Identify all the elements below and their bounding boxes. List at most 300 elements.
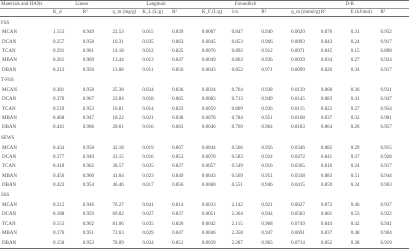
table-cell: 0.938: [261, 88, 273, 94]
table-cell: 72.63: [112, 231, 124, 237]
table-row: [0, 171, 409, 180]
table-cell: 0.0078: [201, 115, 216, 121]
table-cell: 0.0043: [201, 67, 216, 73]
table-cell: 76.27: [112, 203, 124, 209]
row-label: DBAN: [0, 238, 52, 248]
table-cell: 0.434: [53, 145, 65, 151]
table-cell: 0.24: [350, 164, 360, 170]
table-cell: 13.08: [112, 67, 124, 73]
table-cell: 0.962: [82, 221, 95, 227]
table-cell: 0.852: [320, 238, 350, 248]
row-label: MBAN: [2, 58, 18, 64]
table-cell: 0.958: [82, 39, 95, 45]
table-cell: 0.961: [82, 49, 95, 55]
table-cell: 0.940: [261, 30, 273, 36]
table-cell: 0.912: [261, 49, 273, 55]
table-cell: 0.924: [380, 58, 392, 64]
table-cell: 0.868: [320, 88, 333, 94]
table-cell: 0.851: [171, 238, 201, 248]
table-cell: 69.82: [112, 212, 124, 218]
row-label: MCAN: [2, 30, 18, 36]
table-cell: 0.951: [261, 173, 273, 179]
table-cell: 0.0093: [291, 39, 305, 45]
table-cell: 0.837: [172, 212, 184, 218]
table-cell: 0.257: [53, 39, 65, 45]
table-cell: 0.951: [261, 115, 273, 121]
table-cell: 0.34: [350, 182, 360, 188]
table-row: [0, 114, 409, 123]
table-cell: 42.18: [112, 145, 124, 151]
table-cell: 0.844: [320, 221, 333, 227]
table-cell: 38.57: [112, 164, 124, 170]
table-cell: 2.115: [231, 221, 243, 227]
table-cell: 0.859: [320, 182, 333, 188]
table-cell: 0.51: [350, 173, 360, 179]
sub-header: R²: [320, 9, 350, 17]
table-cell: 18.22: [112, 115, 124, 121]
table-cell: 0.0020: [291, 30, 305, 36]
table-cell: 10.31: [112, 39, 124, 45]
table-cell: 0.013: [142, 58, 154, 64]
table-cell: 0.370: [53, 97, 65, 103]
table-cell: 0.928: [380, 154, 392, 160]
table-cell: 0.0139: [291, 88, 305, 94]
table-cell: 0.014: [142, 106, 154, 112]
table-cell: 0.853: [172, 154, 184, 160]
table-cell: 0.809: [231, 106, 243, 112]
table-row: [0, 220, 409, 229]
row-label: TCAN: [2, 221, 16, 227]
table-cell: 0.0057: [201, 164, 216, 170]
table-cell: 0.968: [261, 221, 273, 227]
table-cell: 0.021: [142, 115, 154, 121]
table-cell: 0.937: [380, 203, 392, 209]
row-label: MCAN: [2, 145, 18, 151]
row-label: TCAN: [2, 164, 16, 170]
table-cell: 0.0067: [201, 30, 216, 36]
table-cell: 0.0078: [201, 154, 216, 160]
table-row: [0, 143, 409, 152]
table-cell: 0.0046: [201, 231, 216, 237]
table-cell: 0.034: [142, 88, 154, 94]
sub-header: R²: [260, 9, 290, 17]
table-row: [0, 238, 409, 248]
table-cell: 2.358: [231, 231, 243, 237]
row-label: TCAN: [2, 106, 16, 112]
table-cell: 0.713: [231, 97, 243, 103]
row-label: MBAN: [2, 173, 18, 179]
group-label: FSS: [1, 20, 10, 26]
table-cell: 0.381: [53, 88, 65, 94]
table-cell: 0.0049: [201, 58, 216, 64]
table-cell: 0.941: [380, 221, 392, 227]
table-cell: 0.519: [53, 106, 65, 112]
table-cell: 0.24: [350, 39, 360, 45]
table-cell: 0.0039: [291, 58, 305, 64]
table-cell: 0.0033: [201, 203, 216, 209]
table-cell: 0.883: [320, 173, 333, 179]
table-cell: 14.18: [112, 49, 124, 55]
table-cell: 0.041: [142, 203, 154, 209]
row-label: DCAN: [2, 154, 17, 160]
sub-header: K_d: [52, 9, 82, 17]
table-body: [0, 17, 409, 249]
table-cell: 0.0045: [201, 39, 216, 45]
sub-header: q_m (mmol/g): [291, 10, 320, 15]
table-row: [0, 56, 409, 65]
table-cell: 0.566: [231, 145, 243, 151]
table-cell: 0.823: [172, 106, 184, 112]
table-cell: 0.583: [231, 154, 243, 160]
table-cell: 0.153: [53, 221, 65, 227]
row-label: DCAN: [2, 97, 17, 103]
table-cell: 0.016: [142, 125, 154, 131]
table-cell: 0.958: [82, 88, 95, 94]
sub-header-row: [0, 9, 409, 17]
table-cell: 0.0415: [291, 182, 305, 188]
table-cell: 0.952: [380, 30, 392, 36]
table-row: [0, 181, 409, 190]
table-cell: 0.0071: [291, 49, 305, 55]
table-cell: 0.0583: [291, 212, 305, 218]
group-row: [0, 132, 409, 143]
table-cell: 0.981: [380, 115, 392, 121]
table-cell: 0.946: [261, 182, 273, 188]
table-cell: 0.852: [231, 67, 243, 73]
langmuir-header: Langmuir: [112, 1, 201, 9]
table-cell: 0.951: [82, 231, 95, 237]
table-cell: 0.847: [231, 30, 243, 36]
table-cell: 2.287: [231, 238, 261, 248]
table-cell: 0.917: [380, 39, 392, 45]
table-cell: 0.011: [142, 67, 154, 73]
table-cell: 0.46: [350, 203, 360, 209]
table-cell: 0.0060: [201, 182, 216, 188]
table-cell: 0.916: [261, 164, 273, 170]
table-cell: 0.0338: [291, 173, 305, 179]
table-cell: 0.826: [172, 221, 184, 227]
group-label: SSS: [1, 193, 10, 199]
sub-header: R²: [82, 9, 112, 17]
table-cell: 41.04: [112, 173, 124, 179]
table-cell: 0.0168: [291, 115, 305, 121]
table-cell: 0.0042: [201, 221, 216, 227]
row-label: DBAN: [2, 125, 17, 131]
table-cell: 81.06: [112, 221, 124, 227]
table-cell: 0.922: [380, 212, 392, 218]
row-label: MCAN: [2, 203, 18, 209]
table-cell: 0.956: [261, 145, 273, 151]
table-cell: 0.0115: [291, 106, 305, 112]
table-cell: 0.917: [380, 67, 392, 73]
table-row: [0, 66, 409, 75]
table-cell: 0.953: [82, 238, 112, 248]
table-cell: 0.947: [82, 115, 95, 121]
sub-header: K_F (L/g): [201, 9, 231, 17]
table-cell: 0.34: [350, 67, 360, 73]
table-cell: 0.853: [231, 39, 243, 45]
table-cell: 0.158: [52, 238, 82, 248]
linear-header: Linear: [52, 1, 112, 9]
table-cell: 0.0039: [201, 238, 231, 248]
table-cell: 0.957: [380, 125, 392, 131]
table-cell: 0.839: [172, 30, 184, 36]
table-cell: 0.936: [261, 58, 273, 64]
table-cell: 0.015: [142, 30, 154, 36]
table-cell: 0.947: [261, 231, 273, 237]
table-cell: 0.784: [231, 115, 243, 121]
table-row: [0, 86, 409, 95]
table-cell: 0.0365: [291, 164, 305, 170]
table-cell: 0.954: [82, 182, 95, 188]
table-cell: 0.035: [142, 221, 154, 227]
table-cell: 0.468: [53, 115, 65, 121]
table-cell: 0.958: [82, 145, 95, 151]
table-cell: 0.863: [231, 58, 243, 64]
table-cell: 0.947: [380, 97, 392, 103]
table-cell: 33.15: [112, 154, 124, 160]
table-cell: 0.915: [380, 145, 392, 151]
table-cell: 0.32: [350, 115, 360, 121]
table-cell: 0.944: [261, 212, 273, 218]
table-cell: 0.0034: [201, 88, 216, 94]
group-label: SEWS: [1, 135, 15, 141]
row-label: DCAN: [2, 39, 17, 45]
table-cell: 25.38: [112, 88, 124, 94]
table-cell: 0.882: [320, 145, 333, 151]
table-cell: 0.0046: [201, 125, 216, 131]
freundlich-header: Freundlich: [201, 1, 290, 9]
table-cell: 0.418: [53, 164, 65, 170]
table-cell: 0.549: [231, 164, 243, 170]
table-cell: 22.53: [112, 30, 124, 36]
table-cell: 0.931: [380, 88, 392, 94]
table-cell: 13.44: [112, 58, 124, 64]
table-cell: 0.0044: [201, 145, 216, 151]
table-row: [0, 28, 409, 37]
table-cell: 0.551: [231, 182, 243, 188]
table-cell: 0.834: [320, 58, 333, 64]
row-label: DBAN: [2, 182, 17, 188]
table-cell: 0.029: [142, 231, 154, 237]
table-cell: 0.836: [172, 88, 184, 94]
table-cell: 0.15: [350, 49, 360, 55]
table-cell: 0.898: [380, 49, 392, 55]
table-cell: 0.865: [172, 97, 184, 103]
table-cell: 0.024: [141, 238, 171, 248]
table-cell: 0.53: [350, 212, 360, 218]
table-cell: 0.953: [82, 106, 95, 112]
table-cell: 0.837: [320, 115, 333, 121]
table-cell: 0.176: [53, 231, 65, 237]
table-cell: 0.822: [320, 106, 333, 112]
table-cell: 0.0627: [291, 203, 305, 209]
table-cell: 0.841: [320, 154, 333, 160]
table-cell: 0.441: [53, 125, 65, 131]
table-cell: 0.764: [231, 88, 243, 94]
table-cell: 0.967: [82, 97, 95, 103]
table-cell: 0.213: [53, 67, 65, 73]
group-row: [0, 17, 409, 29]
table-cell: 0.019: [142, 145, 154, 151]
table-cell: 0.917: [380, 164, 392, 170]
table-cell: 0.969: [82, 58, 95, 64]
table-cell: 0.42: [350, 221, 360, 227]
table-cell: 0.36: [350, 88, 360, 94]
table-cell: 0.838: [172, 115, 184, 121]
table-cell: 0.188: [53, 212, 65, 218]
table-cell: 0.864: [320, 125, 333, 131]
row-label: MBAN: [2, 231, 18, 237]
table-cell: 0.892: [231, 49, 243, 55]
table-cell: 0.27: [350, 106, 360, 112]
table-cell: 0.863: [172, 125, 184, 131]
table-cell: 22.84: [112, 97, 124, 103]
table-cell: 0.0714: [290, 238, 320, 248]
table-cell: 0.856: [172, 67, 184, 73]
table-cell: 0.966: [82, 125, 95, 131]
table-cell: 16.81: [112, 106, 124, 112]
table-cell: 0.0145: [291, 97, 305, 103]
table-cell: 0.37: [350, 154, 360, 160]
table-cell: 0.826: [320, 67, 333, 73]
table-cell: 0.847: [172, 58, 184, 64]
table-cell: 0.963: [380, 182, 392, 188]
row-label: DBAN: [2, 67, 17, 73]
table-cell: 0.861: [320, 212, 333, 218]
table-cell: 0.964: [261, 125, 273, 131]
table-cell: 0.0749: [291, 221, 305, 227]
table-cell: 0.965: [260, 238, 290, 248]
table-cell: 0.027: [142, 212, 154, 218]
table-cell: 0.876: [320, 30, 333, 36]
table-row: [0, 123, 409, 132]
table-cell: 0.883: [320, 97, 333, 103]
sub-header: R²: [171, 9, 201, 17]
table-cell: 0.921: [261, 203, 273, 209]
table-row: [0, 104, 409, 113]
table-cell: 0.837: [320, 231, 333, 237]
sub-header: K_L (L/g): [141, 9, 171, 17]
table-cell: 0.856: [172, 182, 184, 188]
table-row: [0, 229, 409, 238]
table-cell: 0.48: [350, 231, 360, 237]
table-cell: 0.0043: [201, 173, 216, 179]
dr-header: D-R: [290, 1, 409, 9]
table-cell: 0.919: [379, 238, 409, 248]
group-row: [0, 190, 409, 201]
table-row: [0, 201, 409, 210]
table-cell: 0.0472: [291, 154, 305, 160]
row-label: TCAN: [2, 49, 16, 55]
table-cell: 0.863: [172, 39, 184, 45]
table-row: [0, 95, 409, 104]
table-cell: 0.964: [380, 231, 392, 237]
sub-header: 1/n: [231, 9, 261, 17]
table-cell: 0.956: [82, 67, 95, 73]
table-cell: 0.959: [82, 212, 95, 218]
table-cell: 0.946: [82, 203, 95, 209]
table-cell: 0.960: [82, 173, 95, 179]
sub-header-blank: [0, 9, 52, 17]
table-cell: 0.0059: [201, 106, 216, 112]
table-cell: 0.872: [320, 203, 333, 209]
table-cell: 0.816: [320, 164, 333, 170]
table-cell: 0.017: [142, 182, 154, 188]
table-cell: 0.023: [142, 173, 154, 179]
table-row: [0, 47, 409, 56]
table-cell: 0.035: [142, 39, 154, 45]
table-row: [0, 210, 409, 219]
table-cell: 0.949: [82, 30, 95, 36]
table-cell: 20.61: [112, 125, 124, 131]
row-label: DCAN: [2, 212, 17, 218]
table-cell: 0.212: [53, 203, 65, 209]
table-cell: 0.843: [320, 39, 333, 45]
table-cell: 0.962: [82, 164, 95, 170]
table-cell: 1.153: [53, 30, 65, 36]
table-cell: 0.949: [261, 97, 273, 103]
table-cell: 0.949: [82, 154, 95, 160]
table-cell: 0.0051: [201, 212, 216, 218]
table-cell: 0.41: [350, 97, 360, 103]
table-cell: 0.31: [350, 30, 360, 36]
table-cell: 0.38: [350, 238, 380, 248]
table-cell: 0.966: [261, 39, 273, 45]
group-row: [0, 75, 409, 86]
table-cell: 0.954: [380, 106, 392, 112]
table-cell: 0.0691: [291, 231, 305, 237]
table-cell: 0.29: [350, 145, 360, 151]
table-cell: 0.261: [53, 58, 65, 64]
table-cell: 0.971: [261, 67, 273, 73]
materials-header: Materials and HANs: [0, 1, 52, 9]
row-label: MCAN: [2, 88, 18, 94]
table-row: [0, 162, 409, 171]
table-cell: 0.845: [320, 49, 333, 55]
table-cell: 0.0083: [201, 97, 216, 103]
table-cell: 78.89: [112, 238, 142, 248]
table-header: [0, 1, 409, 17]
table-cell: 2.142: [231, 203, 243, 209]
table-cell: 0.827: [172, 164, 184, 170]
row-label: MBAN: [2, 115, 18, 121]
table-cell: 0.26: [350, 125, 360, 131]
table-cell: 46.46: [112, 182, 124, 188]
table-cell: 0.936: [261, 106, 273, 112]
table-row: [0, 153, 409, 162]
table-cell: 0.016: [142, 154, 154, 160]
table-cell: 0.018: [142, 97, 154, 103]
table-cell: 0.0183: [291, 125, 305, 131]
sub-header: E (kJ/mol): [350, 9, 380, 17]
group-label: T-FSS: [1, 78, 14, 84]
sub-header: R²: [379, 9, 409, 17]
table-cell: 0.924: [261, 154, 273, 160]
table-cell: 0.012: [142, 49, 154, 55]
table-cell: 0.377: [53, 154, 65, 160]
table-cell: 0.849: [172, 173, 184, 179]
table-cell: 0.035: [142, 164, 154, 170]
table-cell: 0.814: [172, 203, 184, 209]
table-cell: 0.423: [53, 182, 65, 188]
table-cell: 0.0346: [291, 145, 305, 151]
table-cell: 0.27: [350, 58, 360, 64]
table-cell: 0.769: [231, 125, 243, 131]
table-cell: 0.944: [380, 173, 392, 179]
table-cell: 0.825: [172, 49, 184, 55]
table-cell: 0.0099: [291, 67, 305, 73]
